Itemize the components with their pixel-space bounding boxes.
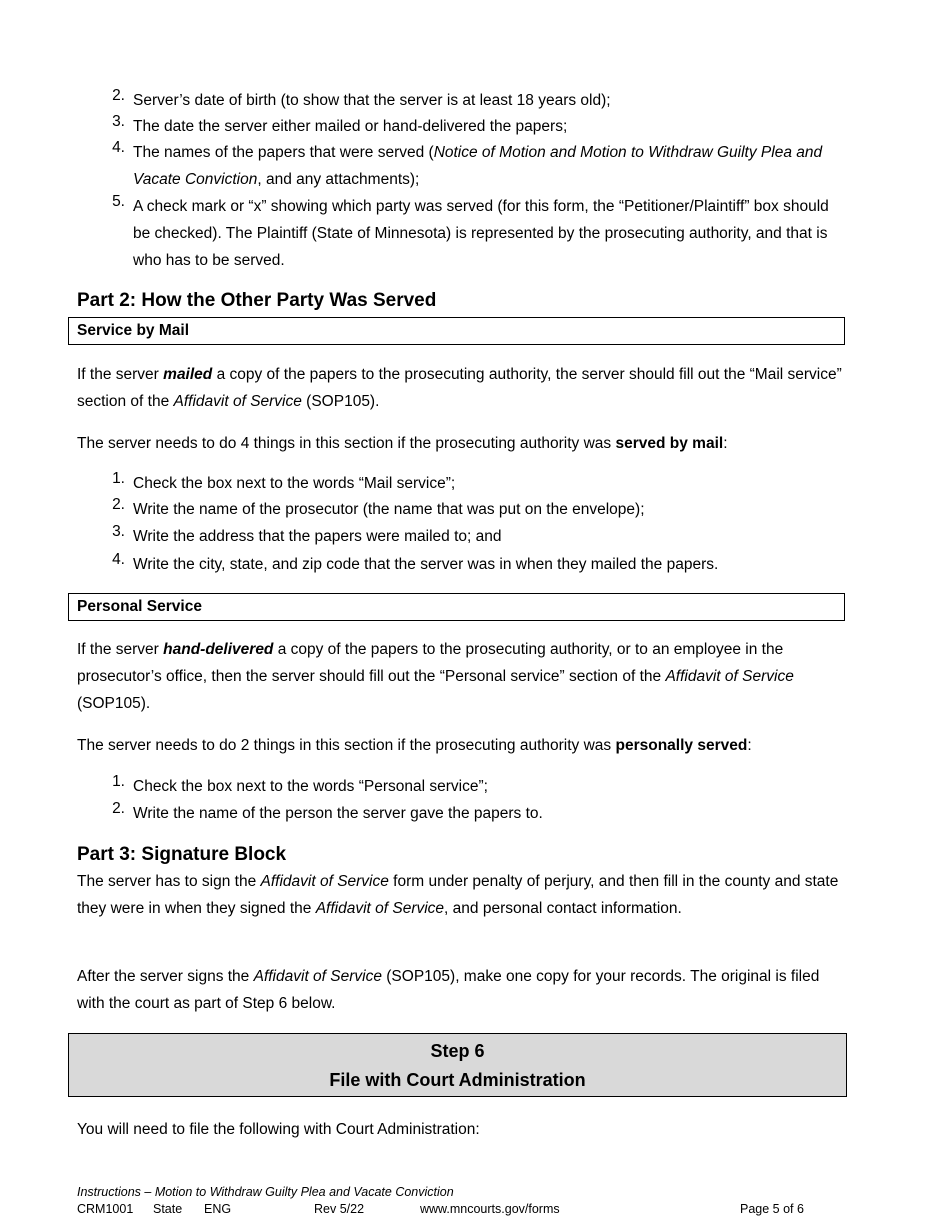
list-number: 5. <box>112 193 125 210</box>
list-text: Server’s date of birth (to show that the server is at least 18 years old); <box>133 92 611 109</box>
personal-paragraph-1: If the server hand-delivered a copy of the papers to the prosecuting authority, or to an employee in the prosecutor’s office, then the server should fill out the “Personal service” section of the Affidavit of Service (SOP105). <box>77 641 794 712</box>
footer-url[interactable]: www.mncourts.gov/forms <box>420 1202 560 1216</box>
footer-language: ENG <box>204 1202 232 1216</box>
list-number: 1. <box>112 773 125 790</box>
list-number: 4. <box>112 551 125 568</box>
part3-heading: Part 3: Signature Block <box>77 844 287 865</box>
part2-heading: Part 2: How the Other Party Was Served <box>77 290 437 311</box>
list-number: 2. <box>112 87 125 104</box>
list-text: Write the name of the prosecutor (the name that was put on the envelope); <box>133 501 645 518</box>
list-text: The names of the papers that were served (Notice of Motion and Motion to Withdraw Guilty Plea and Vacate Conviction, and any attachments); <box>133 144 823 188</box>
personal-service-box: Personal Service <box>68 593 845 621</box>
footer-state: State <box>153 1202 183 1216</box>
service-by-mail-box: Service by Mail <box>68 317 845 345</box>
footer-revision: Rev 5/22 <box>314 1202 365 1216</box>
list-text: Check the box next to the words “Mail service”; <box>133 475 456 492</box>
list-text: A check mark or “x” showing which party was served (for this form, the “Petitioner/Plaintiff” box should be checked). The Plaintiff (State of Minnesota) is represented by the prosecuting authority, and that is who has to be served. <box>133 198 829 269</box>
list-number: 3. <box>112 113 125 130</box>
closing-paragraph: You will need to file the following with Court Administration: <box>77 1121 480 1138</box>
list-text: Check the box next to the words “Personal service”; <box>133 778 488 795</box>
list-text: Write the name of the person the server gave the papers to. <box>133 805 543 822</box>
step-number: Step 6 <box>430 1041 485 1061</box>
list-text: Write the address that the papers were mailed to; and <box>133 528 502 545</box>
step-6-banner <box>68 1033 847 1097</box>
list-number: 4. <box>112 139 125 156</box>
part3-paragraph-2: After the server signs the Affidavit of Service (SOP105), make one copy for your records. The original is filed with the court as part of Step 6 below. <box>77 968 820 1012</box>
personal-paragraph-2: The server needs to do 2 things in this section if the prosecuting authority was personally served: <box>77 737 752 754</box>
list-text: Write the city, state, and zip code that the server was in when they mailed the papers. <box>133 556 719 573</box>
footer-title: Instructions – Motion to Withdraw Guilty Plea and Vacate Conviction <box>77 1185 454 1199</box>
mail-paragraph-1: If the server mailed a copy of the papers to the prosecuting authority, the server should fill out the “Mail service” section of the Affidavit of Service (SOP105). <box>77 366 842 410</box>
list-text: The date the server either mailed or hand-delivered the papers; <box>133 118 568 135</box>
step-title: File with Court Administration <box>329 1070 586 1090</box>
list-number: 1. <box>112 470 125 487</box>
footer-form-code: CRM1001 <box>77 1202 134 1216</box>
part3-paragraph-1: The server has to sign the Affidavit of Service form under penalty of perjury, and then fill in the county and state they were in when they signed the Affidavit of Service, and personal contact information. <box>77 873 839 917</box>
list-number: 2. <box>112 496 125 513</box>
list-number: 2. <box>112 800 125 817</box>
list-number: 3. <box>112 523 125 540</box>
mail-paragraph-2: The server needs to do 4 things in this section if the prosecuting authority was served by mail: <box>77 435 728 452</box>
footer-page-number: Page 5 of 6 <box>740 1202 804 1216</box>
